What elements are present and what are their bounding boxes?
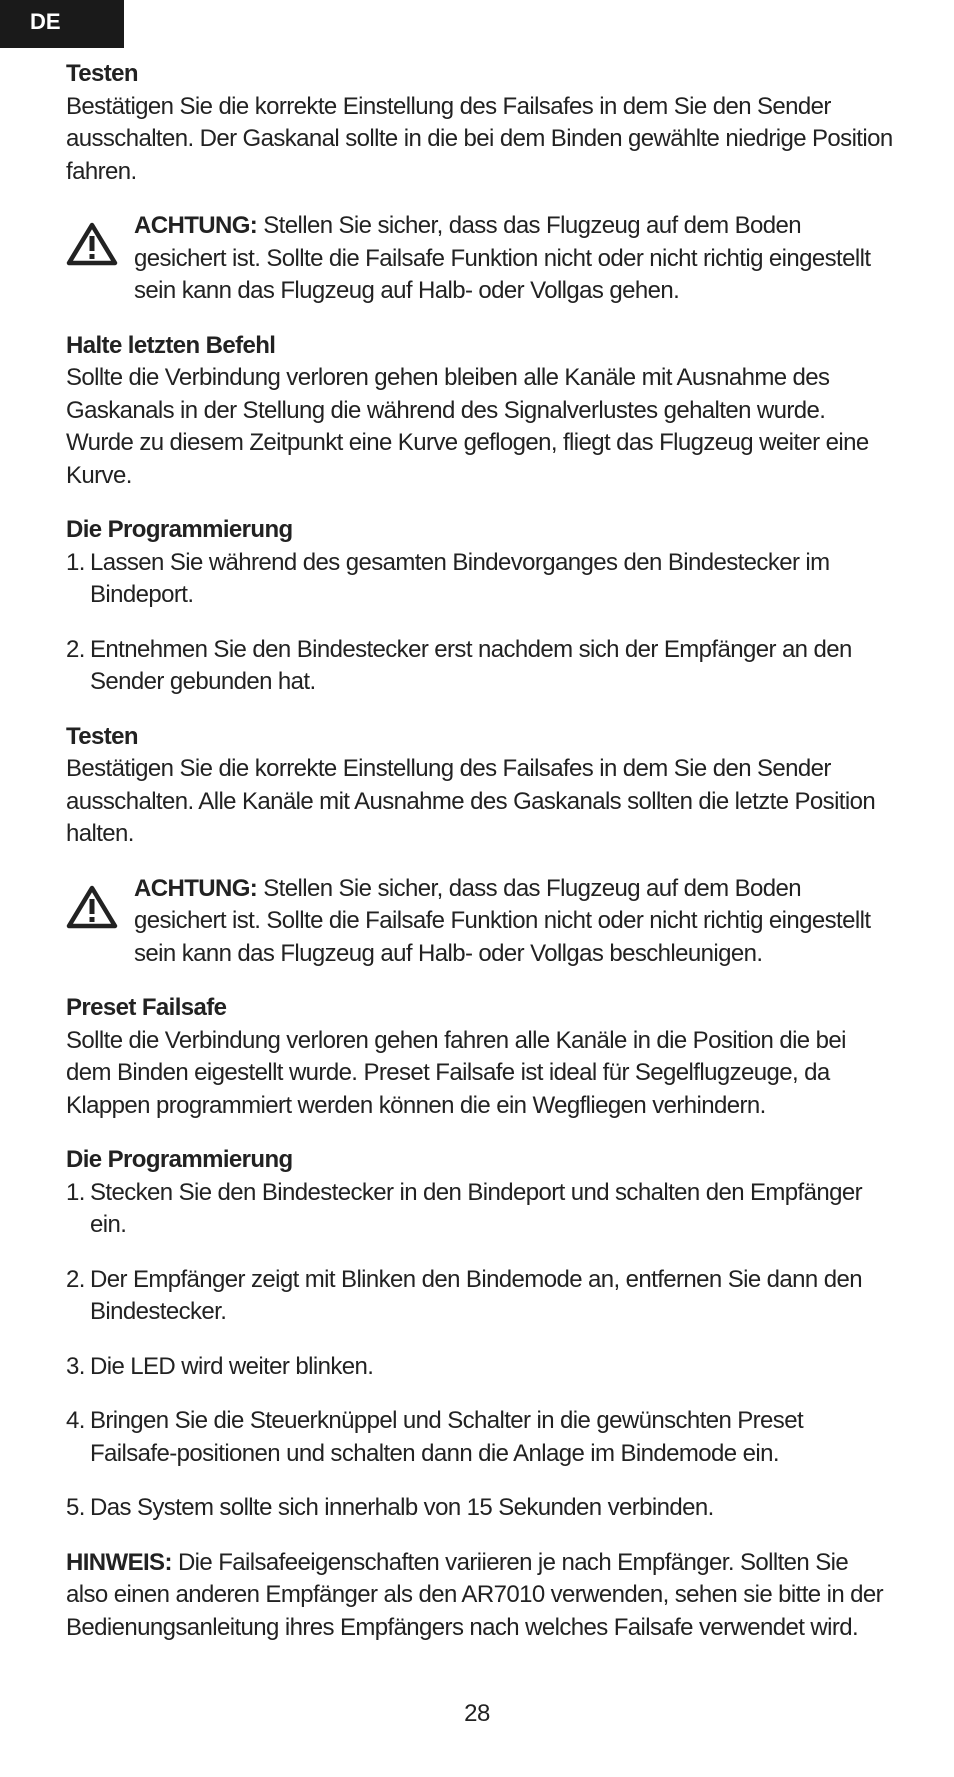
section-text: Sollte die Verbindung verloren gehen bleiben alle Kanäle mit Ausnahme des Gaskanals in der Stellung die während des Signalverlustes gehalten wurde. Wurde zu diesem Zeitpunkt eine Kurve geflogen, fliegt das Flugzeug weiter eine Kurve. <box>66 364 869 489</box>
step-number: 4. <box>66 1407 85 1434</box>
warning-text: Stellen Sie sicher, dass das Flugzeug auf dem Boden gesichert ist. Sollte die Failsafe Funktion nicht oder nicht richtig eingestellt sein kann das Flugzeug auf Halb- oder Vollgas beschleunigen. <box>134 874 871 967</box>
warning-text: Stellen Sie sicher, dass das Flugzeug auf dem Boden gesichert ist. Sollte die Failsafe Funktion nicht oder nicht richtig eingestellt sein kann das Flugzeug auf Halb- oder Vollgas gehen. <box>134 212 871 304</box>
step-text: Der Empfänger zeigt mit Blinken den Bindemode an, entfernen Sie dann den Bindestecker. <box>90 1265 862 1325</box>
section-testen-2 <box>66 721 894 851</box>
list-item <box>66 1351 894 1384</box>
step-number: 1. <box>66 1178 85 1206</box>
section-heading: Die Programmierung <box>66 1146 293 1173</box>
step-number: 1. <box>66 548 85 576</box>
step-text: Entnehmen Sie den Bindestecker erst nachdem sich der Empfänger an den Sender gebunden hat. <box>90 635 852 695</box>
section-halte-letzten-befehl <box>66 330 894 493</box>
section-text: Bestätigen Sie die korrekte Einstellung des Failsafes in dem Sie den Sender ausschalten. Der Gaskanal sollte in die bei dem Binden gewählte niedrige Position fahren. <box>66 92 893 185</box>
section-heading: Testen <box>66 60 138 87</box>
step-list <box>66 547 894 699</box>
page-content <box>66 58 894 1666</box>
list-item <box>66 547 894 612</box>
list-item <box>66 1177 894 1242</box>
step-number: 2. <box>66 635 85 663</box>
list-item <box>66 1492 894 1525</box>
step-number: 5. <box>66 1494 85 1521</box>
step-number: 3. <box>66 1352 85 1380</box>
section-text: Bestätigen Sie die korrekte Einstellung des Failsafes in dem Sie den Sender ausschalten. Alle Kanäle mit Ausnahme des Gaskanals sollten die letzte Position halten. <box>66 755 876 847</box>
warning-triangle-icon <box>66 222 118 266</box>
section-text: Sollte die Verbindung verloren gehen fahren alle Kanäle in die Position die bei dem Binden eigestellt wurde. Preset Failsafe ist ideal für Segelflugzeuge, da Klappen programmiert werden können die ein Wegfliegen verhindern. <box>66 1026 846 1119</box>
warning-box-1 <box>66 210 894 308</box>
section-programmierung-1 <box>66 514 894 699</box>
section-testen-1 <box>66 58 894 188</box>
step-text: Die LED wird weiter blinken. <box>90 1352 374 1380</box>
warning-label: ACHTUNG: <box>134 874 258 902</box>
step-text: Das System sollte sich innerhalb von 15 Sekunden verbinden. <box>90 1494 714 1521</box>
list-item <box>66 1405 894 1470</box>
step-text: Bringen Sie die Steuerknüppel und Schalter in die gewünschten Preset Failsafe-positionen und schalten dann die Anlage im Bindemode ein. <box>90 1407 804 1467</box>
list-item <box>66 634 894 699</box>
warning-triangle-icon <box>66 885 118 929</box>
language-tab: DE <box>0 0 124 48</box>
note-hinweis <box>66 1547 894 1645</box>
step-number: 2. <box>66 1265 85 1293</box>
section-programmierung-2 <box>66 1144 894 1525</box>
page-number: 28 <box>464 1700 490 1727</box>
step-list <box>66 1177 894 1525</box>
warning-box-2 <box>66 873 894 971</box>
note-text: Die Failsafeeigenschaften variieren je nach Empfänger. Sollten Sie also einen anderen Empfänger als den AR7010 verwenden, sehen sie bitte in der Bedienungsanleitung ihres Empfängers nach welches Failsafe verwendet wird. <box>66 1548 884 1641</box>
step-text: Stecken Sie den Bindestecker in den Bindeport und schalten den Empfänger ein. <box>90 1178 863 1238</box>
step-text: Lassen Sie während des gesamten Bindevorganges den Bindestecker im Bindeport. <box>90 548 830 608</box>
section-heading: Preset Failsafe <box>66 994 227 1021</box>
section-heading: Die Programmierung <box>66 516 293 543</box>
warning-label: ACHTUNG: <box>134 212 258 239</box>
section-preset-failsafe <box>66 992 894 1122</box>
note-label: HINWEIS: <box>66 1548 172 1576</box>
section-heading: Halte letzten Befehl <box>66 331 276 359</box>
list-item <box>66 1264 894 1329</box>
section-heading: Testen <box>66 722 138 750</box>
